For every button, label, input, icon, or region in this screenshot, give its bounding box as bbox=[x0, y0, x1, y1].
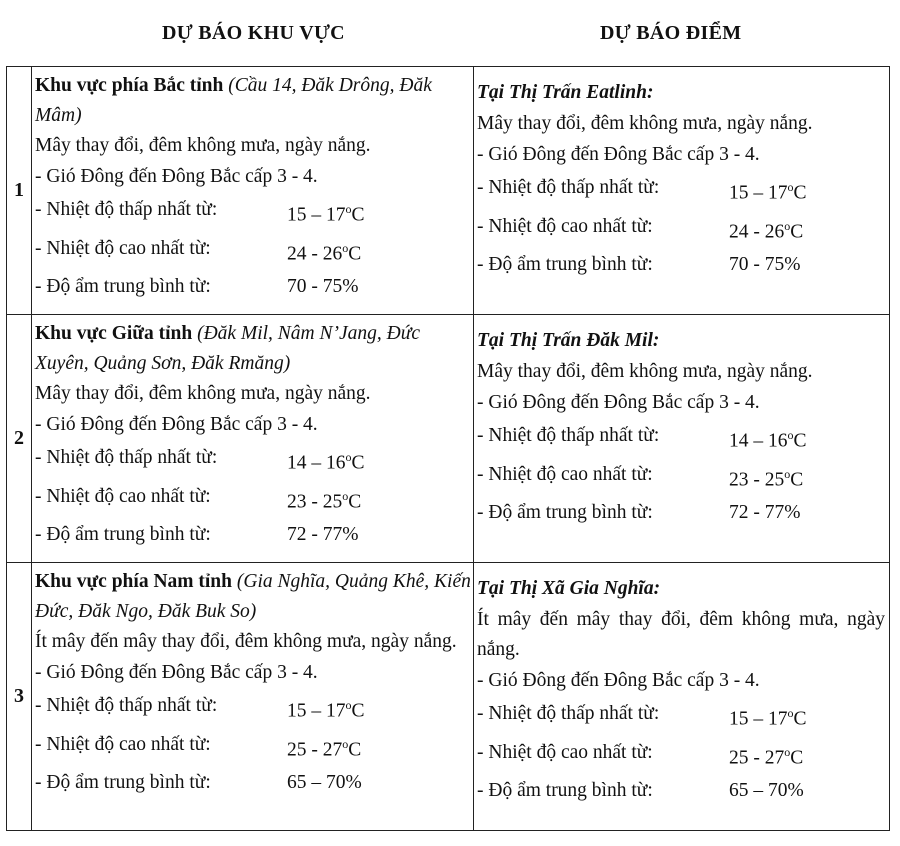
min-temp-line bbox=[477, 419, 887, 458]
min-temp-line-value: 14 – 16$^o$C bbox=[729, 428, 807, 452]
humidity-label: - Độ ẩm trung bình từ: bbox=[35, 524, 211, 545]
min-temp-line bbox=[35, 441, 473, 480]
point-title: Tại Thị Trấn Eatlinh: bbox=[477, 82, 654, 103]
max-temp-line-label: - Nhiệt độ cao nhất từ: bbox=[35, 485, 211, 507]
min-temp-line bbox=[477, 171, 887, 210]
area-forecast-cell bbox=[32, 67, 474, 315]
min-temp-line bbox=[35, 193, 473, 232]
max-temp-line-value: 25 - 27$^o$C bbox=[729, 744, 804, 768]
humidity-line bbox=[477, 496, 887, 529]
table-row bbox=[7, 315, 890, 563]
min-temp-line-label: - Nhiệt độ thấp nhất từ: bbox=[35, 199, 218, 220]
humidity-value: 65 – 70% bbox=[287, 772, 362, 793]
area-sky-text: Ít mây đến mây thay đổi, đêm không mưa, ngày nắng. bbox=[35, 631, 457, 652]
area-forecast-heading: DỰ BÁO KHU VỰC bbox=[162, 22, 345, 44]
max-temp-line-label: - Nhiệt độ cao nhất từ: bbox=[35, 733, 211, 755]
area-sky-text: Mây thay đổi, đêm không mưa, ngày nắng. bbox=[35, 383, 371, 404]
min-temp-line-label: - Nhiệt độ thấp nhất từ: bbox=[477, 703, 660, 724]
wind-line: - Gió Đông đến Đông Bắc cấp 3 - 4. bbox=[35, 662, 318, 683]
humidity-label: - Độ ẩm trung bình từ: bbox=[477, 254, 653, 275]
humidity-label: - Độ ẩm trung bình từ: bbox=[35, 276, 211, 297]
min-temp-line-value: 15 – 17$^o$C bbox=[729, 180, 807, 204]
max-temp-line bbox=[477, 736, 887, 775]
humidity-value: 70 - 75% bbox=[287, 276, 359, 297]
min-temp-line bbox=[35, 689, 473, 728]
max-temp-line bbox=[35, 232, 473, 271]
humidity-label: - Độ ẩm trung bình từ: bbox=[477, 780, 653, 801]
humidity-value: 72 - 77% bbox=[287, 524, 359, 545]
wind-line: - Gió Đông đến Đông Bắc cấp 3 - 4. bbox=[35, 414, 318, 435]
wind-line: - Gió Đông đến Đông Bắc cấp 3 - 4. bbox=[477, 392, 760, 413]
max-temp-line bbox=[477, 210, 887, 249]
min-temp-line-value: 15 – 17$^o$C bbox=[287, 698, 365, 722]
min-temp-line-value: 15 – 17$^o$C bbox=[287, 202, 365, 226]
point-sky-text: Ít mây đến mây thay đổi, đêm không mưa, ngày nắng. bbox=[477, 609, 885, 660]
area-sky-text: Mây thay đổi, đêm không mưa, ngày nắng. bbox=[35, 135, 371, 156]
row-number: 3 bbox=[7, 563, 32, 831]
min-temp-line-value: 14 – 16$^o$C bbox=[287, 450, 365, 474]
max-temp-line-label: - Nhiệt độ cao nhất từ: bbox=[35, 237, 211, 259]
max-temp-line-label: - Nhiệt độ cao nhất từ: bbox=[477, 741, 653, 763]
min-temp-line-label: - Nhiệt độ thấp nhất từ: bbox=[477, 177, 660, 198]
max-temp-line bbox=[35, 480, 473, 519]
point-forecast-cell bbox=[474, 67, 890, 315]
max-temp-line-value: 23 - 25$^o$C bbox=[729, 466, 804, 490]
max-temp-line-value: 24 - 26$^o$C bbox=[287, 240, 362, 264]
min-temp-line-label: - Nhiệt độ thấp nhất từ: bbox=[35, 695, 218, 716]
humidity-value: 72 - 77% bbox=[729, 502, 801, 523]
table-header bbox=[0, 22, 900, 62]
max-temp-line-label: - Nhiệt độ cao nhất từ: bbox=[477, 215, 653, 237]
point-forecast-cell bbox=[474, 315, 890, 563]
wind-line: - Gió Đông đến Đông Bắc cấp 3 - 4. bbox=[35, 166, 318, 187]
humidity-line bbox=[477, 774, 887, 807]
max-temp-line-value: 24 - 26$^o$C bbox=[729, 218, 804, 242]
point-title: Tại Thị Xã Gia Nghĩa: bbox=[477, 578, 661, 599]
max-temp-line-label: - Nhiệt độ cao nhất từ: bbox=[477, 463, 653, 485]
max-temp-line bbox=[477, 458, 887, 497]
area-forecast-cell bbox=[32, 315, 474, 563]
point-forecast-heading: DỰ BÁO ĐIỂM bbox=[600, 22, 742, 44]
row-number: 2 bbox=[7, 315, 32, 563]
forecast-table bbox=[6, 66, 890, 831]
min-temp-line-value: 15 – 17$^o$C bbox=[729, 706, 807, 730]
humidity-label: - Độ ẩm trung bình từ: bbox=[35, 772, 211, 793]
point-forecast-cell bbox=[474, 563, 890, 831]
humidity-value: 70 - 75% bbox=[729, 254, 801, 275]
point-sky-text: Mây thay đổi, đêm không mưa, ngày nắng. bbox=[477, 361, 813, 382]
min-temp-line bbox=[477, 697, 887, 736]
row-number: 1 bbox=[7, 67, 32, 315]
humidity-line bbox=[35, 270, 473, 303]
area-title: Khu vực phía Bắc tỉnh (Cầu 14, Đăk Drông, Đăk Mâm) bbox=[35, 75, 432, 126]
humidity-line bbox=[477, 248, 887, 281]
min-temp-line-label: - Nhiệt độ thấp nhất từ: bbox=[35, 447, 218, 468]
wind-line: - Gió Đông đến Đông Bắc cấp 3 - 4. bbox=[477, 144, 760, 165]
area-title: Khu vực phía Nam tỉnh (Gia Nghĩa, Quảng Khê, Kiến Đức, Đăk Ngo, Đăk Buk So) bbox=[35, 571, 471, 622]
point-title: Tại Thị Trấn Đăk Mil: bbox=[477, 330, 660, 351]
point-sky-text: Mây thay đổi, đêm không mưa, ngày nắng. bbox=[477, 113, 813, 134]
table-row bbox=[7, 563, 890, 831]
max-temp-line-value: 25 - 27$^o$C bbox=[287, 736, 362, 760]
max-temp-line bbox=[35, 728, 473, 767]
wind-line: - Gió Đông đến Đông Bắc cấp 3 - 4. bbox=[477, 670, 760, 691]
humidity-line bbox=[35, 766, 473, 799]
area-title: Khu vực Giữa tỉnh (Đăk Mil, Nâm N’Jang, Đức Xuyên, Quảng Sơn, Đăk Rmăng) bbox=[35, 323, 421, 374]
humidity-line bbox=[35, 518, 473, 551]
max-temp-line-value: 23 - 25$^o$C bbox=[287, 488, 362, 512]
humidity-label: - Độ ẩm trung bình từ: bbox=[477, 502, 653, 523]
min-temp-line-label: - Nhiệt độ thấp nhất từ: bbox=[477, 425, 660, 446]
humidity-value: 65 – 70% bbox=[729, 780, 804, 801]
table-row bbox=[7, 67, 890, 315]
area-forecast-cell bbox=[32, 563, 474, 831]
